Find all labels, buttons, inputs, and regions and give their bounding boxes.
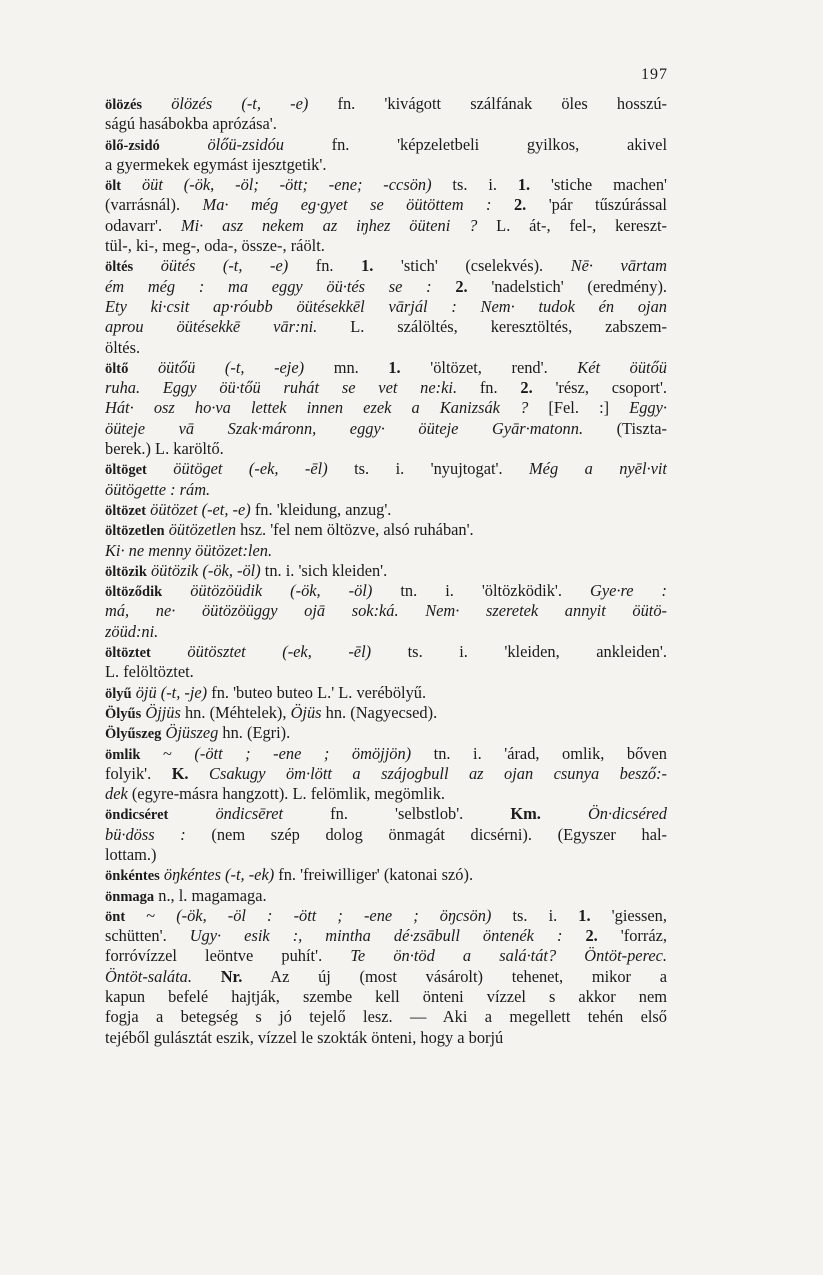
definition-text: lottam.) [105,844,157,864]
text-line [105,581,667,601]
headword: önkéntes [105,868,160,885]
definition-text: 'giessen, [590,905,667,925]
text-line [105,277,667,297]
definition-text: schütten'. [105,926,190,946]
dialect-form: öüteje vā Szak·máronn, eggy· öüteje Gyār·matonn. [105,418,584,438]
text-line [105,114,667,134]
definition-text: ts. i. 'kleiden, ankleiden'. [371,642,667,662]
sense-marker: 1. [578,905,591,925]
text-line [105,946,667,966]
text-line [105,886,667,906]
headword: ölözés [105,97,143,113]
text-line [105,195,667,215]
headword: Ölyűszeg [105,726,162,743]
dialect-form: ém még : ma eggy öü·tés se : [105,276,432,296]
dialect-form: öütögette : rám. [105,479,211,499]
dialect-form: Nē· vārtam [570,256,667,276]
text-line [105,764,667,784]
text-line [105,1007,667,1027]
sense-marker: 2. [513,195,527,215]
text-line [105,256,667,276]
text-line [105,480,667,500]
headword: öltő [105,360,129,377]
definition-text [192,967,221,986]
dialect-form: Te ön·töd a salá·tát? Öntöt-perec. [350,946,667,966]
dialect-form: öütözetlen [164,520,237,540]
definition-text [189,764,209,783]
text-line [105,967,667,987]
headword: ömlik [105,746,141,763]
text-line [105,94,667,114]
dialect-form: Öjüs [290,702,322,722]
definition-text: öltés. [105,337,141,357]
text-line [105,561,667,581]
dialect-form: ruha. Eggy öü·tőü ruhát se vet ne:ki. [105,378,458,398]
definition-text: tn. i. 'sich kleiden'. [260,560,388,580]
definition-text: a gyermekek egymást ijesztgetik'. [105,154,327,174]
definition-text: fn. 'selbstlob'. [283,804,511,824]
definition-text: mn. [304,357,389,377]
dialect-form: Ugy· esik :, mintha dé·zsābull öntenék : [189,926,563,946]
dialect-form: (-ött ; -ene ; ömöjjön) [194,743,412,763]
definition-text [432,277,456,296]
sense-marker: 2. [585,926,598,946]
definition-text: fn. 'kleidung, anzug'. [250,499,392,519]
definition-text: fn. [457,378,521,398]
definition-text: fn. 'freiwilliger' (katonai szó). [274,865,474,885]
dialect-form: Öntöt-saláta. [105,966,192,986]
definition-text: fn. 'képzeletbeli gyilkos, akivel [283,134,667,154]
definition-text: Az új (most vásárolt) tehenet, mikor a [242,966,667,986]
definition-text: (nem szép dolog önmagát dicsérni). (Egyszer hal- [185,824,667,844]
dialect-form: öüt (-ök, -öl; -ött; -ene; -ccsön) [121,175,432,195]
text-line [105,906,667,926]
text-line [105,784,667,804]
definition-text: (Tiszta- [583,418,667,438]
definition-text: hn. (Méhtelek), [180,702,291,722]
headword: Ölyűs [105,705,142,722]
definition-text: tül-, ki-, meg-, oda-, össze-, ráölt. [105,236,325,256]
sense-marker: Km. [510,804,541,824]
headword: öltözetlen [105,523,165,540]
dictionary-entries [105,94,667,1048]
text-line [105,297,667,317]
definition-text: L. szálöltés, keresztöltés, zabszem- [317,317,667,337]
definition-text [541,804,588,823]
definition-text: 'pár tűszúrással [526,195,667,215]
text-line [105,338,667,358]
dialect-form: dek [105,784,128,804]
dialect-form: Hát· osz ho·va lettek innen ezek a Kanizsák ? [105,398,529,418]
sense-marker: K. [171,763,189,783]
page-number: 197 [641,66,668,83]
text-line [105,642,667,662]
definition-text: folyik'. [105,763,172,783]
text-line [105,662,667,682]
definition-text: forróvízzel leöntve puhít'. [105,946,351,966]
definition-text: ~ [140,743,195,763]
headword: öltöget [105,462,147,479]
text-line [105,317,667,337]
dialect-form: öŋkéntes (-t, -ek) [159,865,275,885]
text-line [105,358,667,378]
definition-text: (egyre-másra hangzott). L. felömlik, megömlik. [127,784,445,804]
headword: öndicséret [105,807,169,824]
sense-marker: 1. [517,175,531,195]
dialect-form: Csakugy öm·lött a szájogbull az ojan csunya besző:- [209,763,667,783]
dialect-form: Két öütőü [577,357,667,377]
definition-text: 'stich' (cselekvés). [373,256,571,276]
definition-text: fogja a betegség s jó tejelő lesz. — Aki a megellett tehén első [105,1007,667,1027]
dialect-form: öütőü (-t, -eje) [128,357,305,377]
definition-text: 'rész, csoport'. [532,378,667,398]
text-line [105,419,667,439]
headword: öltöződik [105,584,163,601]
dialect-form: öütözöüdik (-ök, -öl) [162,581,373,601]
text-line [105,683,667,703]
definition-text: odavarr'. [105,215,181,235]
definition-text: tn. i. 'öltözködik'. [372,581,590,601]
text-line [105,155,667,175]
definition-text: fn. 'kivágott szálfának öles hosszú- [308,94,667,113]
sense-marker: 2. [455,276,468,296]
definition-text: L. át-, fel-, kereszt- [477,215,667,235]
dialect-form: öütösztet (-ek, -ēl) [150,642,372,662]
headword: ölt [105,178,122,195]
dialect-form: öütöget (-ek, -ēl) [146,459,328,479]
dialect-form: Öjjüs [141,702,181,722]
definition-text: ts. i. 'nyujtogat'. [327,459,530,479]
headword: ölő-zsidó [105,137,160,154]
dialect-form: (-ök, -öl : -ött ; -ene ; öŋcsön) [176,905,492,925]
definition-text [491,195,513,214]
text-line [105,987,667,1007]
dialect-form: Eggy· [629,398,667,418]
definition-text: ts. i. [491,905,579,925]
dialect-form: aprou öütésekkē vār:ni. [105,317,318,337]
sense-marker: Nr. [220,966,243,986]
text-line [105,1028,667,1048]
dialect-form: Mi· asz nekem az iŋhez öüteni ? [180,215,478,235]
headword: öltés [105,259,134,276]
definition-text: hn. (Nagyecsed). [321,702,438,722]
definition-text: ~ [125,905,177,925]
headword: önt [105,908,126,925]
text-line [105,744,667,764]
text-line [105,601,667,621]
text-line [105,378,667,398]
definition-text: 'nadelstich' (eredmény). [467,276,667,296]
dialect-form: Ön·dicséred [587,804,667,824]
sense-marker: 2. [520,378,533,398]
text-line [105,439,667,459]
dialect-form: má, ne· öütözöüggy ojā sok:ká. Nem· szeretek annyit öütö- [105,601,667,621]
definition-text: tejéből gulásztát eszik, vízzel le szokták önteni, hogy a borjú [105,1027,504,1047]
definition-text: 'stiche machen' [530,175,667,195]
text-line [105,175,667,195]
definition-text: (varrásnál). [105,195,203,215]
text-line [105,216,667,236]
text-line [105,825,667,845]
definition-text: ságú hasábokba aprózása'. [105,114,277,134]
definition-text: hsz. 'fel nem öltözve, alsó ruhában'. [236,520,474,540]
sense-marker: 1. [361,256,374,276]
dialect-form: öütözik (-ök, -öl) [146,560,261,580]
dialect-form: zöüd:ni. [105,621,159,641]
definition-text: n., l. magamaga. [154,885,267,905]
text-line [105,541,667,561]
definition-text: fn. [288,256,362,276]
headword: ölyű [105,685,132,702]
dialect-form: ölözés (-t, -e) [142,94,309,113]
headword: önmaga [105,888,155,905]
text-line [105,804,667,824]
text-line [105,622,667,642]
text-line [105,703,667,723]
dialect-form: Még a nyēl·vit [529,459,667,479]
dialect-form: Ma· még eg·gyet se öütöttem : [202,195,492,215]
headword: öltöztet [105,645,151,662]
headword: öltözik [105,563,147,580]
text-line [105,723,667,743]
dialect-form: öütés (-t, -e) [133,256,289,276]
definition-text: [Fel. :] [528,398,630,418]
headword: öltözet [105,502,147,519]
dialect-form: ölőü-zsidóu [159,134,284,154]
dialect-form: öjü (-t, -je) [131,682,208,702]
text-line [105,845,667,865]
definition-text: ts. i. [431,175,518,195]
text-line [105,520,667,540]
dialect-form: Ki· ne menny öütözet:len. [105,540,273,560]
text-line [105,926,667,946]
definition-text: 'forráz, [597,926,667,946]
text-line [105,236,667,256]
dialect-form: Gye·re : [589,581,667,601]
text-line [105,500,667,520]
definition-text: fn. 'buteo buteo L.' L. verébölyű. [207,682,427,702]
text-line [105,398,667,418]
text-line [105,865,667,885]
sense-marker: 1. [388,357,401,377]
definition-text: hn. (Egri). [218,723,291,743]
definition-text: kapun befelé hajtják, szembe kell önteni vízzel s akkor nem [105,987,667,1007]
dialect-form: Öjüszeg [161,723,219,743]
text-line [105,459,667,479]
definition-text: 'öltözet, rend'. [400,357,578,377]
definition-text: tn. i. 'árad, omlik, bőven [411,743,667,763]
text-line [105,135,667,155]
dialect-form: öndicsēret [168,804,284,824]
dialect-form: Ety ki·csit ap·róubb öütésekkēl vārjál : Nem· tudok én ojan [105,296,667,316]
dialect-form: bü·döss : [105,824,186,844]
definition-text: berek.) L. karöltő. [105,439,224,459]
definition-text [562,926,585,945]
dialect-form: öütözet (-et, -e) [146,499,251,519]
definition-text: L. felöltöztet. [105,662,194,682]
